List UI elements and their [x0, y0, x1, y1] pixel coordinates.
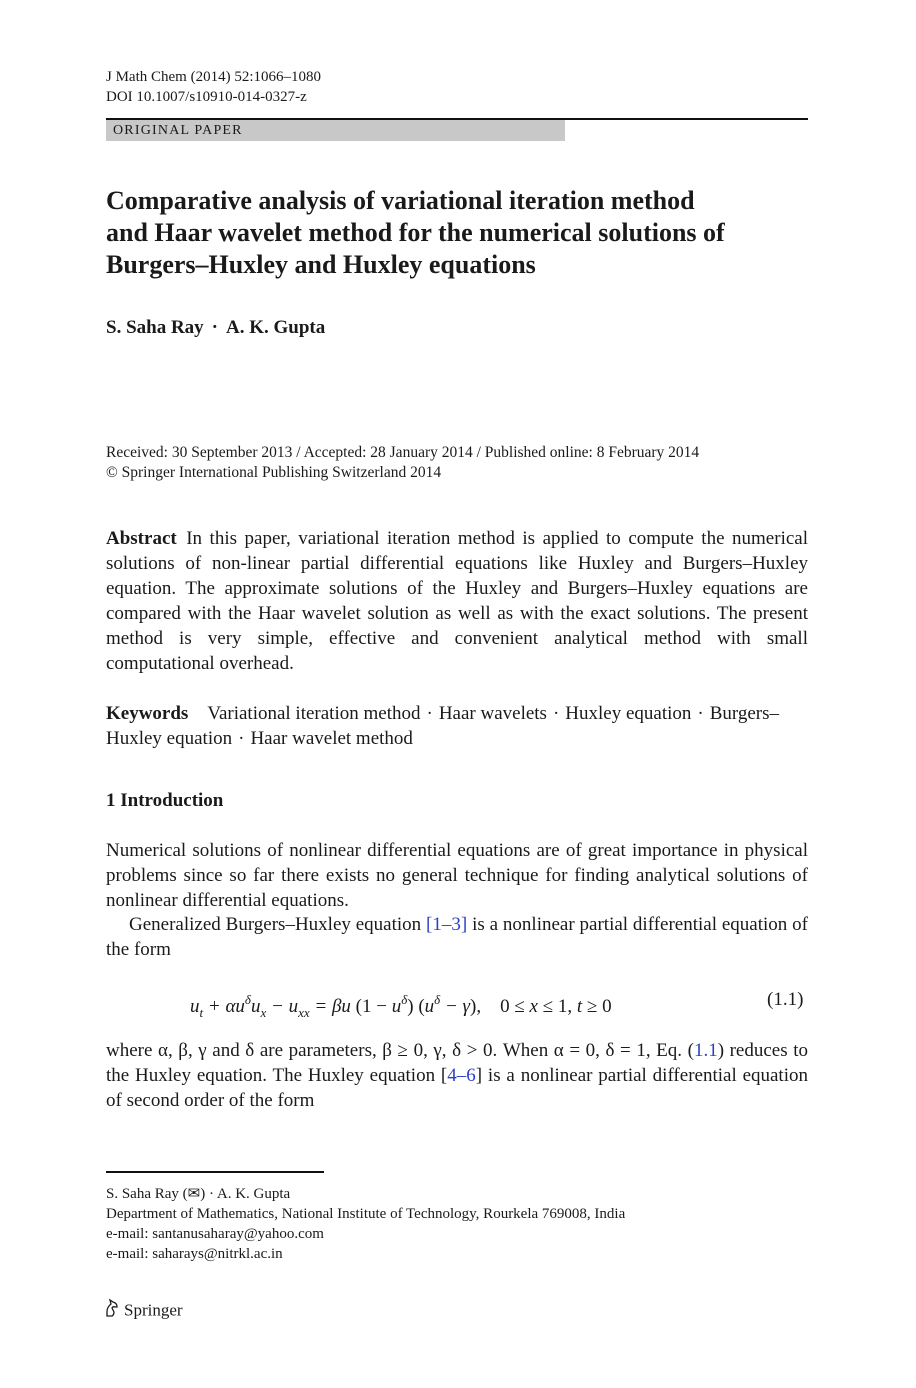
equation-number: (1.1) [767, 989, 804, 1010]
copyright-line: © Springer International Publishing Switzerland 2014 [106, 464, 442, 481]
keyword-separator: · [426, 703, 433, 724]
author-separator: · [211, 317, 219, 338]
abstract-text: In this paper, variational iteration method is applied to compute the numerical solutions of non-linear partial differential equations like Huxley and Burgers–Huxley equation. The approximate solutions of the Huxley and Burgers–Huxley equations are compared with the Haar wavelet solution as well as with the exact solutions. The present method is very simple, effective and convenient analytical method with small computational overhead. [106, 528, 808, 674]
footnote-rule [106, 1171, 324, 1173]
keyword-item: Haar wavelet method [250, 728, 413, 749]
equation-reference-link[interactable]: 1.1 [693, 1040, 718, 1061]
publisher-footer [104, 1298, 183, 1325]
paragraph-text: ) reduces to the Huxley equation. The Huxley equation [ [106, 1040, 808, 1086]
paragraph-text: ] is a nonlinear partial differential equation of second order of the form [106, 1065, 808, 1111]
paragraph-text: Generalized Burgers–Huxley equation [129, 914, 427, 935]
citation-link[interactable]: [1–3] [426, 914, 468, 935]
author-name[interactable]: A. K. Gupta [226, 317, 326, 338]
journal-citation: J Math Chem (2014) 52:1066–1080 [106, 69, 321, 85]
article-type-banner [106, 120, 565, 141]
abstract [106, 526, 808, 676]
keyword-item: Haar wavelets [438, 703, 547, 724]
keyword-item: Huxley equation [565, 703, 692, 724]
author-list [106, 316, 325, 340]
intro-paragraph [106, 1038, 808, 1113]
intro-paragraph [106, 912, 808, 962]
footnote-email[interactable]: e-mail: santanusaharay@yahoo.com [106, 1226, 324, 1242]
author-name[interactable]: S. Saha Ray [106, 317, 204, 338]
doi: DOI 10.1007/s10910-014-0327-z [106, 89, 307, 105]
title-line: Comparative analysis of variational iteration method [106, 186, 695, 215]
intro-paragraph: Numerical solutions of nonlinear differential equations are of great importance in physical problems since so far there exists no general technique for finding analytical solutions of nonlinear differential equations. [106, 840, 808, 911]
citation-link[interactable]: 4–6 [447, 1065, 476, 1086]
paragraph-text: where α, β, γ and δ are parameters, β ≥ 0, γ, δ > 0. When α = 0, δ = 1, Eq. ( [106, 1040, 694, 1061]
keyword-separator: · [697, 703, 704, 724]
keywords-label: Keywords [106, 703, 189, 724]
keyword-item: Variational iteration method [207, 703, 421, 724]
section-heading: 1 Introduction [106, 790, 224, 811]
footnote-affiliation: Department of Mathematics, National Institute of Technology, Rourkela 769008, India [106, 1206, 626, 1222]
paragraph-text: is a nonlinear partial differential equation of the form [106, 914, 808, 960]
publication-history [106, 443, 699, 483]
footnote-authors: S. Saha Ray (✉) · A. K. Gupta [106, 1186, 291, 1202]
keyword-item: Burgers–Huxley equation [106, 703, 780, 749]
article-type-label: ORIGINAL PAPER [113, 123, 243, 138]
title-line: and Haar wavelet method for the numerical solutions of [106, 218, 725, 247]
journal-info [106, 67, 321, 107]
title-line: Burgers–Huxley and Huxley equations [106, 250, 536, 279]
keyword-separator: · [238, 728, 245, 749]
dates-line: Received: 30 September 2013 / Accepted: 28 January 2014 / Published online: 8 February 2014 [106, 444, 700, 461]
equation-1-1: $u_t + \alpha u^\delta u_x - u_{xx} = \beta u$ $(1 - u^\delta)$ $(u^\delta - \gamma)$, 0 ≤ x ≤ 1, t ≥ 0 [190, 992, 612, 1020]
footnote-email[interactable]: e-mail: saharays@nitrkl.ac.in [106, 1246, 283, 1262]
abstract-label: Abstract [106, 528, 177, 549]
publisher-name: Springer [124, 1300, 183, 1320]
paper-title [106, 185, 808, 281]
keyword-separator: · [552, 703, 560, 724]
springer-horse-icon [104, 1298, 120, 1325]
author-footnote [106, 1184, 625, 1264]
keywords [106, 701, 808, 751]
